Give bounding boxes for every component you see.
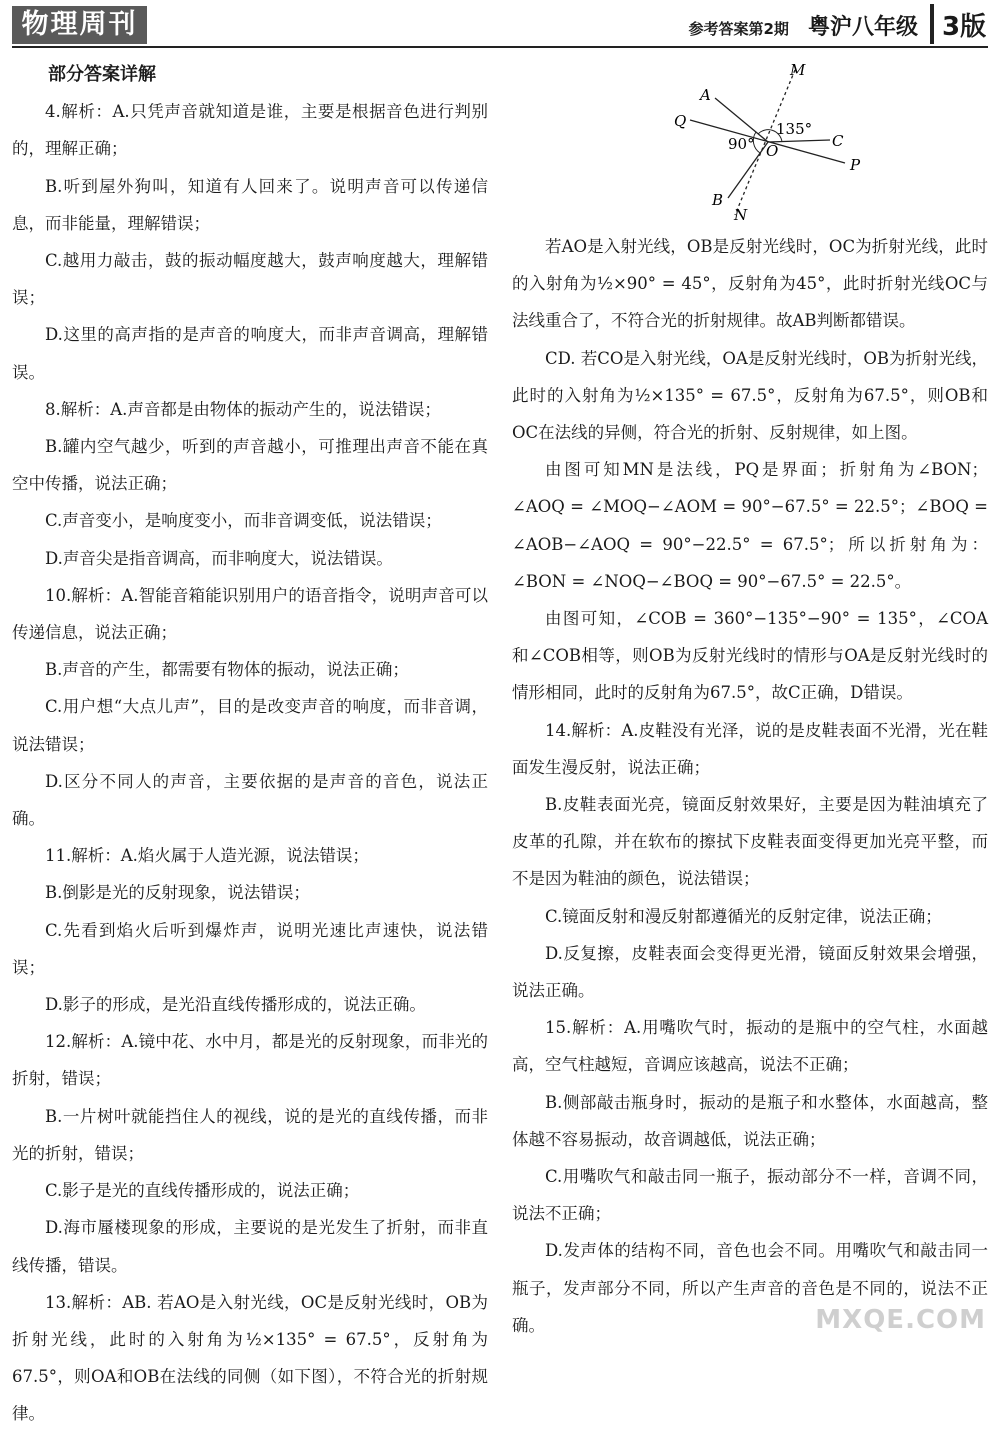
- issue-info: [688, 10, 918, 41]
- paragraph: D.发声体的结构不同，音色也会不同。用嘴吹气和敲击同一瓶子，发声部分不同，所以产生声音的音色是不同的，说法不正确。: [512, 1241, 988, 1335]
- paragraph: C.用嘴吹气和敲击同一瓶子，振动部分不一样，音调不同，说法不正确；: [512, 1167, 988, 1224]
- paragraph: 15.解析：A.用嘴吹气时，振动的是瓶中的空气柱，水面越高，空气柱越短，音调应该越高，说法不正确；: [512, 1018, 988, 1075]
- paragraph: D.这里的高声指的是声音的响度大，而非声音调高，理解错误。: [12, 325, 488, 382]
- label-angle-135: 135°: [776, 120, 813, 138]
- paragraph: 4.解析：A.只凭声音就知道是谁，主要是根据音色进行判别的，理解正确；: [12, 102, 488, 159]
- paragraph: B.倒影是光的反射现象，说法错误；: [45, 883, 310, 903]
- right-column: [512, 228, 988, 1344]
- paragraph: 由图可知，∠COB = 360°−135°−90° = 135°，∠COA和∠COB相等，则OB为反射光线时的情形与OA是反射光线时的情形相同，此时的反射角为67.5°，故C正确，D错误。: [512, 609, 988, 703]
- paragraph: 14.解析：A.皮鞋没有光泽，说的是皮鞋表面不光滑，光在鞋面发生漫反射，说法正确；: [512, 720, 988, 777]
- label-p: P: [850, 156, 861, 174]
- label-b: B: [712, 191, 724, 209]
- paragraph: C.越用力敲击，鼓的振动幅度越大，鼓声响度越大，理解错误；: [12, 251, 488, 308]
- label-m: M: [790, 61, 806, 79]
- paragraph: 由图可知MN是法线，PQ是界面；折射角为∠BON；∠AOQ = ∠MOQ−∠AOM = 90°−67.5° = 22.5°；∠BOQ = ∠AOB−∠AOQ = 90°−22.5° = 67.5°；所以折射角为：∠BON = ∠NOQ−∠BOQ = 90°−67.5° = 22.5°。: [512, 460, 988, 591]
- watermark: MXQE.COM: [815, 1305, 986, 1335]
- paragraph: C.用户想“大点儿声”，目的是改变声音的响度，而非音调，说法错误；: [12, 697, 488, 754]
- paragraph: B.听到屋外狗叫，知道有人回来了。说明声音可以传递信息，而非能量，理解错误；: [12, 176, 488, 233]
- paragraph: CD. 若CO是入射光线，OA是反射光线时，OB为折射光线，此时的入射角为½×135° = 67.5°，反射角为67.5°，则OB和OC在法线的异侧，符合光的折射、反射规律，如上图。: [512, 348, 989, 443]
- brand-logo: 物理周刊: [12, 6, 147, 44]
- paragraph: D.声音尖是指音调高，而非响度大，说法错误。: [45, 548, 393, 568]
- paragraph: D.区分不同人的声音，主要依据的是声音的音色，说法正确。: [12, 771, 488, 829]
- paragraph: B.皮鞋表面光亮，镜面反射效果好，主要是因为鞋油填充了皮革的孔隙，并在软布的擦拭下皮鞋表面变得更加光亮平整，而不是因为鞋油的颜色，说法错误；: [512, 795, 988, 889]
- grade-label: 粤沪八年级: [807, 15, 918, 40]
- paragraph: 11.解析：A.焰火属于人造光源，说法错误；: [45, 846, 369, 866]
- header-divider: [930, 4, 934, 44]
- label-a: A: [700, 86, 711, 104]
- header-rule: [12, 46, 988, 48]
- paragraph: D.海市蜃楼现象的形成，主要说的是光发生了折射，而非直线传播，错误。: [12, 1218, 488, 1275]
- label-q: Q: [674, 112, 687, 130]
- label-c: C: [832, 132, 844, 150]
- paragraph: B.声音的产生，都需要有物体的振动，说法正确；: [45, 660, 409, 680]
- paragraph: 10.解析：A.智能音箱能识别用户的语音指令，说明声音可以传递信息，说法正确；: [12, 585, 488, 643]
- paragraph: 若AO是入射光线，OB是反射光线时，OC为折射光线，此时的入射角为½×90° = 45°，反射角为45°，此时折射光线OC与法线重合了，不符合光的折射规律。故AB判断都错误。: [512, 237, 988, 331]
- optics-diagram: [660, 60, 880, 225]
- section-title: 部分答案详解: [48, 64, 156, 85]
- paragraph: D.影子的形成，是光沿直线传播形成的，说法正确。: [45, 995, 426, 1015]
- paragraph: C.声音变小，是响度变小，而非音调变低，说法错误；: [45, 511, 442, 531]
- paragraph: C.影子是光的直线传播形成的，说法正确；: [45, 1181, 360, 1201]
- left-column: [12, 56, 488, 1433]
- paragraph: 12.解析：A.镜中花、水中月，都是光的反射现象，而非光的折射，错误；: [12, 1032, 488, 1089]
- paragraph: C.先看到焰火后听到爆炸声，说明光速比声速快，说法错误；: [12, 920, 488, 977]
- paragraph: D.反复擦，皮鞋表面会变得更光滑，镜面反射效果会增强，说法正确。: [512, 943, 988, 1001]
- paragraph: C.镜面反射和漫反射都遵循光的反射定律，说法正确；: [545, 906, 942, 926]
- page-number: 3版: [942, 12, 987, 42]
- page-header: [0, 0, 1000, 52]
- paragraph: B.侧部敲击瓶身时，振动的是瓶子和水整体，水面越高，整体越不容易振动，故音调越低，说法正确；: [512, 1092, 988, 1149]
- paragraph: 13.解析：AB. 若AO是入射光线，OC是反射光线时，OB为折射光线，此时的入射角为½×135° = 67.5°，反射角为67.5°，则OA和OB在法线的同侧（如下图），不符合光的折射规律。: [12, 1292, 488, 1424]
- label-angle-90: 90°: [728, 135, 755, 153]
- paragraph: 8.解析：A.声音都是由物体的振动产生的，说法错误；: [45, 399, 441, 419]
- issue-label: 参考答案第2期: [688, 20, 789, 38]
- paragraph: B.一片树叶就能挡住人的视线，说的是光的直线传播，而非光的折射，错误；: [12, 1106, 488, 1163]
- paragraph: B.罐内空气越少，听到的声音越小，可推理出声音不能在真空中传播，说法正确；: [12, 437, 488, 494]
- label-o: O: [766, 142, 779, 160]
- label-n: N: [734, 206, 748, 224]
